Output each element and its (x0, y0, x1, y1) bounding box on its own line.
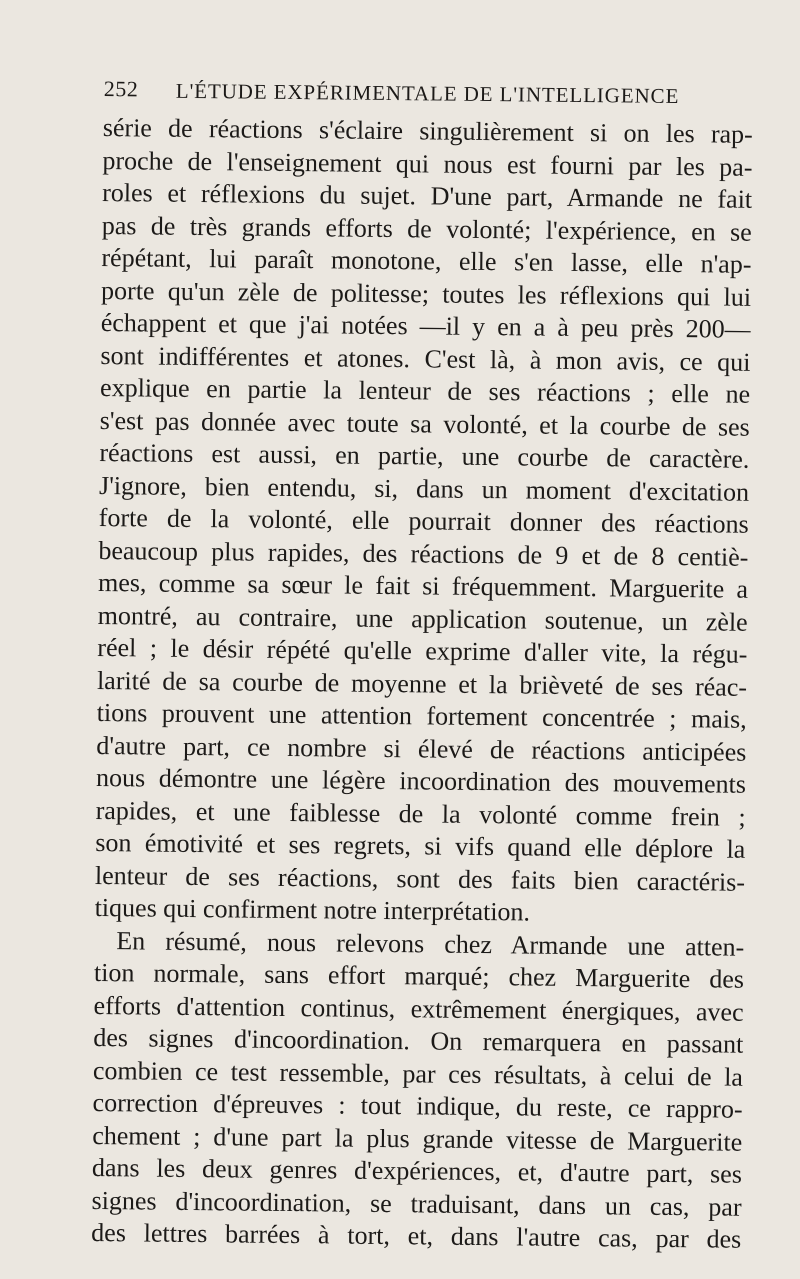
text-line: sont indifférentes et atones. C'est là, à mon avis, ce qui (100, 340, 751, 377)
text-line: série de réactions s'éclaire singulièrement si on les rap- (102, 112, 753, 149)
text-line: réactions est aussi, en partie, une courbe de caractère. (99, 437, 750, 474)
text-line: tion normale, sans effort marqué; chez Marguerite des (93, 957, 745, 994)
running-title: L'ÉTUDE EXPÉRIMENTALE DE L'INTELLIGENCE (175, 78, 680, 109)
text-line: porte qu'un zèle de politesse; toutes les réflexions qui lui (100, 275, 752, 312)
text-line: s'est pas donnée avec toute sa volonté, et la courbe de ses (99, 405, 750, 442)
text-line: des signes d'incoordination. On remarquera en passant (93, 1022, 744, 1059)
text-line: des lettres barrées à tort, et, dans l'autre cas, par des (91, 1217, 742, 1254)
text-line: forte de la volonté, elle pourrait donner des réactions (98, 502, 749, 539)
paragraph-end-line: tiques qui confirment notre interprétation. (94, 892, 531, 927)
text-line: correction d'épreuves : tout indique, du reste, ce rappro- (92, 1087, 743, 1124)
text-line: dans les deux genres d'expériences, et, d'autre part, ses (91, 1152, 743, 1189)
text-line: proche de l'enseignement qui nous est fourni par les pa- (102, 145, 753, 182)
text-line: roles et réflexions du sujet. D'une part, Armande ne fait (102, 177, 753, 214)
text-line: réel ; le désir répété qu'elle exprime d'aller vite, la régu- (97, 632, 748, 669)
text-line: signes d'incoordination, se traduisant, dans un cas, par (91, 1185, 742, 1222)
text-line: mes, comme sa sœur le fait si fréquemment. Marguerite a (97, 567, 749, 604)
text-line: beaucoup plus rapides, des réactions de 9 et de 8 centiè- (98, 535, 749, 572)
text-line: répétant, lui paraît monotone, elle s'en lasse, elle n'ap- (101, 242, 752, 279)
text-line: chement ; d'une part la plus grande vitesse de Marguerite (92, 1120, 743, 1157)
page-header (104, 72, 694, 112)
page-number: 252 (103, 75, 139, 102)
text-line: pas de très grands efforts de volonté; l'expérience, en se (101, 210, 752, 247)
text-line: d'autre part, ce nombre si élevé de réactions anticipées (96, 730, 747, 767)
body-text (91, 112, 753, 1256)
text-line: tions prouvent une attention fortement concentrée ; mais, (96, 697, 747, 734)
text-line: combien ce test ressemble, par ces résultats, à celui de la (92, 1055, 744, 1092)
text-line: lenteur de ses réactions, sont des faits bien caractéris- (94, 860, 746, 897)
text-line: rapides, et une faiblesse de la volonté comme frein ; (95, 795, 746, 832)
text-line: efforts d'attention continus, extrêmement énergiques, avec (93, 990, 744, 1027)
text-line: échappent et que j'ai notées —il y en a à peu près 200— (100, 307, 751, 344)
text-line: nous démontre une légère incoordination des mouvements (95, 762, 747, 799)
text-line: J'ignore, bien entendu, si, dans un moment d'excitation (98, 470, 750, 507)
text-line: son émotivité et ses regrets, si vifs quand elle déplore la (95, 827, 746, 864)
text-line: montré, au contraire, une application soutenue, un zèle (97, 600, 748, 637)
paragraph-start-line: En résumé, nous relevons chez Armande une atten- (116, 925, 745, 962)
text-line: explique en partie la lenteur de ses réactions ; elle ne (99, 372, 751, 409)
text-line: larité de sa courbe de moyenne et la brièveté de ses réac- (96, 665, 748, 702)
